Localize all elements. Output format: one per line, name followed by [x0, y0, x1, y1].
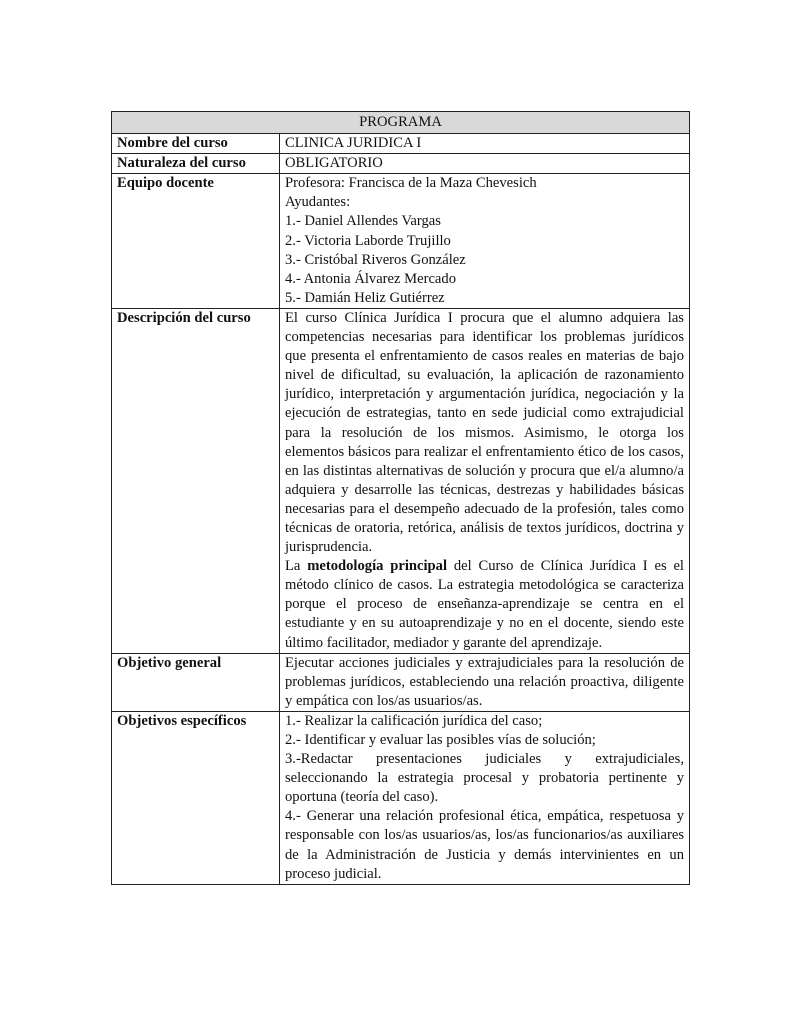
objetivo-item: 1.- Realizar la calificación jurídica del caso; — [285, 712, 543, 729]
objetivo-item: 2.- Identificar y evaluar las posibles vías de solución; — [285, 732, 596, 748]
text: del Curso de Clínica Jurídica I es el método clínico de casos. La estrategia metodológica se caracteriza porque el proceso de enseñanza-aprendizaje se centra en el estudiante y en su autoaprendizaje y no en el docente, siendo este último facilitador, mediador y garante del aprendizaje. — [285, 558, 684, 651]
row-label-naturaleza: Naturaleza del curso — [112, 154, 280, 174]
table-row — [112, 154, 690, 174]
row-label-equipo: Equipo docente — [112, 174, 280, 309]
table-row — [112, 653, 690, 711]
objetivo-item: 3.-Redactar presentaciones judiciales y extrajudiciales, seleccionando la estrategia procesal y probatoria pertinente y oportuna (teoría del caso). — [285, 751, 684, 806]
text: La — [285, 558, 308, 575]
ayudante-item: 4.- Antonia Álvarez Mercado — [285, 270, 457, 287]
ayudante-item: 1.- Daniel Allendes Vargas — [285, 213, 441, 230]
row-value-naturaleza: OBLIGATORIO — [280, 154, 690, 174]
row-value-nombre: CLINICA JURIDICA I — [280, 134, 690, 154]
ayudante-item: 3.- Cristóbal Riveros González — [285, 251, 466, 268]
row-value-objetivos-especificos — [280, 711, 690, 884]
table-row — [112, 308, 690, 653]
row-label-objetivo-general: Objetivo general — [112, 653, 280, 711]
ayudante-item: 5.- Damián Heliz Gutiérrez — [285, 289, 445, 306]
metodologia-bold: metodología principal — [307, 558, 448, 575]
table-row — [112, 711, 690, 884]
profesora: Profesora: Francisca de la Maza Chevesich — [285, 175, 537, 192]
program-table — [111, 111, 690, 885]
table-row — [112, 134, 690, 154]
row-value-descripcion — [280, 308, 690, 653]
descripcion-paragraph-2 — [285, 557, 684, 652]
ayudante-item: 2.- Victoria Laborde Trujillo — [285, 232, 451, 249]
row-label-descripcion: Descripción del curso — [112, 308, 280, 653]
row-label-objetivos-especificos: Objetivos específicos — [112, 711, 280, 884]
ayudantes-label: Ayudantes: — [285, 194, 351, 211]
table-title: PROGRAMA — [112, 112, 690, 134]
row-value-equipo — [280, 174, 690, 309]
table-row — [112, 174, 690, 309]
objetivo-item: 4.- Generar una relación profesional ética, empática, respetuosa y responsable con los/as usuarios/as, los/as funcionarios/as auxiliares de la Administración de Justicia y demás intervinientes en un proceso judicial. — [285, 808, 684, 882]
row-value-objetivo-general: Ejecutar acciones judiciales y extrajudiciales para la resolución de problemas jurídicos, estableciendo una relación proactiva, diligente y empática con los/as usuarios/as. — [280, 653, 690, 711]
table-header-row — [112, 112, 690, 134]
row-label-nombre: Nombre del curso — [112, 134, 280, 154]
descripcion-paragraph-1: El curso Clínica Jurídica I procura que el alumno adquiera las competencias necesarias para identificar los problemas jurídicos que presenta el enfrentamiento de casos reales en materias de bajo nivel de dificultad, su evaluación, la aplicación de razonamiento jurídico, interpretación y argumentación jurídica, negociación y la ejecución de estrategias, tanto en sede judicial como extrajudicial para la resolución de los mismos. Asimismo, le otorga los elementos básicos para realizar el enfrentamiento ético de los casos, en las distintas alternativas de solución y procura que el/a alumno/a adquiera y desarrolle las técnicas, destrezas y habilidades básicas necesarias para el desempeño adecuado de la profesión, tales como técnicas de oratoria, retórica, análisis de textos jurídicos, doctrina y jurisprudencia. — [285, 309, 684, 556]
